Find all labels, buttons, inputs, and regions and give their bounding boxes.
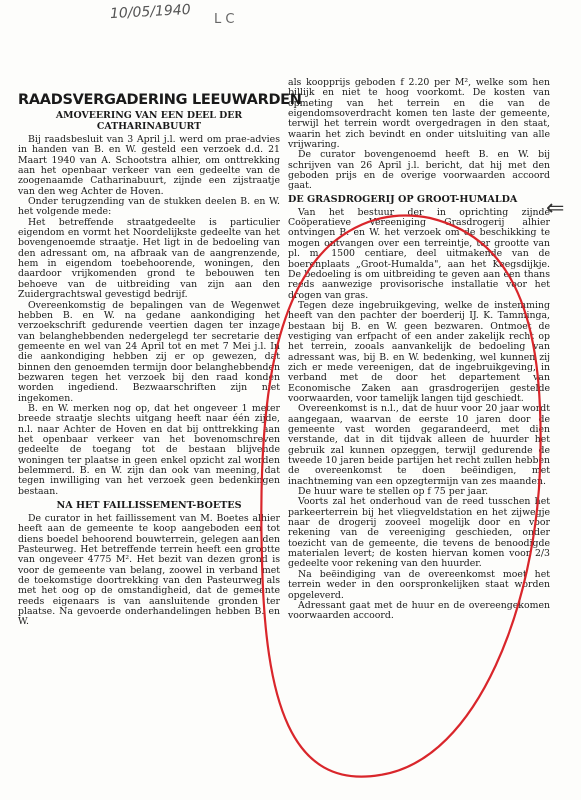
paragraph: als koopprijs geboden f 2.20 per M², welke som hen billijk en niet te hoog voorkomt. De kosten van opmeting van het terrein en die van de eigendomsoverdracht komen ten laste der gemeente, terwijl het terrein wordt overgedragen in den staat, waarin het zich bevindt en onder uitsluiting van alle vrijwaring. — [288, 77, 550, 151]
handwritten-date: 10/05/1940 — [109, 1, 192, 23]
subheadline: AMOVEERING VAN EEN DEEL DER CATHARINABUURT — [55, 110, 243, 132]
section-heading-faillissement: NA HET FAILLISSEMENT-BOETES — [56, 500, 242, 512]
left-column — [18, 92, 302, 628]
paragraph: Overeenkomst is n.l., dat de huur voor 20 jaar wordt aangegaan, waarvan de eerste 10 jaren door de gemeente vast worden gegarandeerd, met dien verstande, dat in dit tijdvak alleen de huurder het gebruik zal kunnen opzeggen, terwijl gedurende de tweede 10 jaren beide partijen het recht zullen hebben de overeenkomst te doen beëindigen, met inachtneming van een opzegtermijn van zes maanden. — [288, 403, 550, 487]
paragraph: Na beëindiging van de overeenkomst moet het terrein weder in den oorspronkelijken staat worden opgeleverd. — [288, 568, 550, 601]
handwritten-tag: L C — [214, 12, 235, 27]
paragraph: Voorts zal het onderhoud van de reed tusschen het parkeerterrein bij het vliegveldstation en het zijwegje naar de drogerij zooveel mogelijk door en voor rekening van de vereeniging geschieden, onder toezicht van de gemeente, die tevens de benoodigde materialen levert; de kosten hiervan komen voor 2/3 gedeelte voor rekening van den huurder. — [288, 496, 550, 570]
paragraph: B. en W. merken nog op, dat het ongeveer 1 meter breede straatje slechts uitgang heeft naar één zijde, n.l. naar Achter de Hoven en dat bij onttrekking aan het openbaar verkeer van het bovenomschreven gedeelte de toegang tot de bestaan blijvende woningen ter plaatse in geen enkel opzicht zal worden belemmerd. B. en W. zijn dan ook van meening, dat tegen inwilliging van het verzoek geen bedenkingen bestaan. — [18, 402, 280, 497]
paragraph: De curator in het faillissement van M. Boetes alhier heeft aan de gemeente te koop aangeboden een tot diens boedel behoorend bouwterrein, gelegen aan den Pasteurweg. Het betreffende terrein heeft een grootte van ongeveer 4775 M². Het bezit van dezen grond is voor de gemeente van belang, zoowel in verband met de toekomstige doortrekking van den Pasteurweg als met het oog op de omstandigheid, dat de gemeente reeds eigenaars is van aansluitende gronden ter plaatse. Na gevoerde onderhandelingen hebben B. en W. — [18, 513, 280, 628]
newspaper-clipping — [18, 78, 558, 706]
paragraph: Onder terugzending van de stukken deelen B. en W. het volgende mede: — [18, 196, 280, 218]
paragraph: Adressant gaat met de huur en de overeengekomen voorwaarden accoord. — [288, 599, 550, 622]
paragraph: De huur ware te stellen op f 75 per jaar. — [298, 486, 489, 498]
right-column — [288, 78, 550, 622]
paragraph: Overeenkomstig de bepalingen van de Wegenwet hebben B. en W. na gedane aankondiging het verzoekschrift gedurende veertien dagen ter inzage van belanghebbenden nedergelegd ter secretarie der gemeente en wel van 24 April tot en met 7 Mei j.l. In die aankondiging hebben zij er op gewezen, dat binnen den genoemden termijn door belanghebbenden bezwaren tegen het verzoek bij den raad konden worden ingediend. Bezwaarschriften zijn niet ingekomen. — [18, 299, 280, 404]
paragraph: Het betreffende straatgedeelte is particulier eigendom en vormt het Noordelijkste gedeelte van het bovengenoemde straatje. Het ligt in de bedoeling van den adressant om, na afbraak van de aangrenzende, hem in eigendom toebehoorende, woningen, den daardoor vrijkomenden grond te bebouwen ten behoeve van de uitbreiding van zijn aan den Zuidergrachtswal gevestigd bedrijf. — [18, 216, 280, 301]
section-heading-grasdrogerij: DE GRASDROGERIJ OP GROOT-HUMALDA — [288, 193, 518, 205]
headline: RAADSVERGADERING LEEUWARDEN — [18, 92, 302, 108]
paragraph: Bij raadsbesluit van 3 April j.l. werd om prae-advies in handen van B. en W. gesteld een verzoek d.d. 21 Maart 1940 van A. Schootstra alhier, om onttrekking aan het openbaar verkeer van een gedeelte van de zoogenaamde Catharinabuurt, zijnde een zijstraatje van den weg Achter de Hoven. — [18, 134, 280, 197]
paragraph: Van het bestuur der in oprichting zijnde Coöperatieve Vereeniging Grasdrogerij alhier ontvingen B. en W. het verzoek om de beschikking te mogen ontvangen over een terreintje, ter grootte van pl. m. 1500 centiare, deel uitmakende van de boerenplaats „Groot-Humalda", aan het Keegsdijkje. De bedoeling is om uitbreiding te geven aan een thans reeds aanwezige provisorische installatie voor het drogen van gras. — [288, 206, 550, 301]
margin-arrow-icon: ⇐ — [546, 196, 565, 221]
paragraph: Tegen deze ingebruikgeving, welke de instemming heeft van den pachter der boerderij IJ. K. Tamminga, bestaan bij B. en W. geen bezwaren. Ontmoet de vestiging van erfpacht of een ander zakelijk recht op het terrein, zooals aanvankelijk de bedoeling van adressant was, bij B. en W. bedenking, wel kunnen zij zich er mede vereenigen, dat de ingebruikgeving, in verband met de door het departement van Economische Zaken aan grasdrogerijen gestelde voorwaarden, voor tamelijk langen tijd geschiedt. — [288, 299, 550, 404]
paragraph: De curator bovengenoemd heeft B. en W. bij schrijven van 26 April j.l. bericht, dat hij met den geboden prijs en de overige voorwaarden accoord gaat. — [288, 149, 550, 192]
